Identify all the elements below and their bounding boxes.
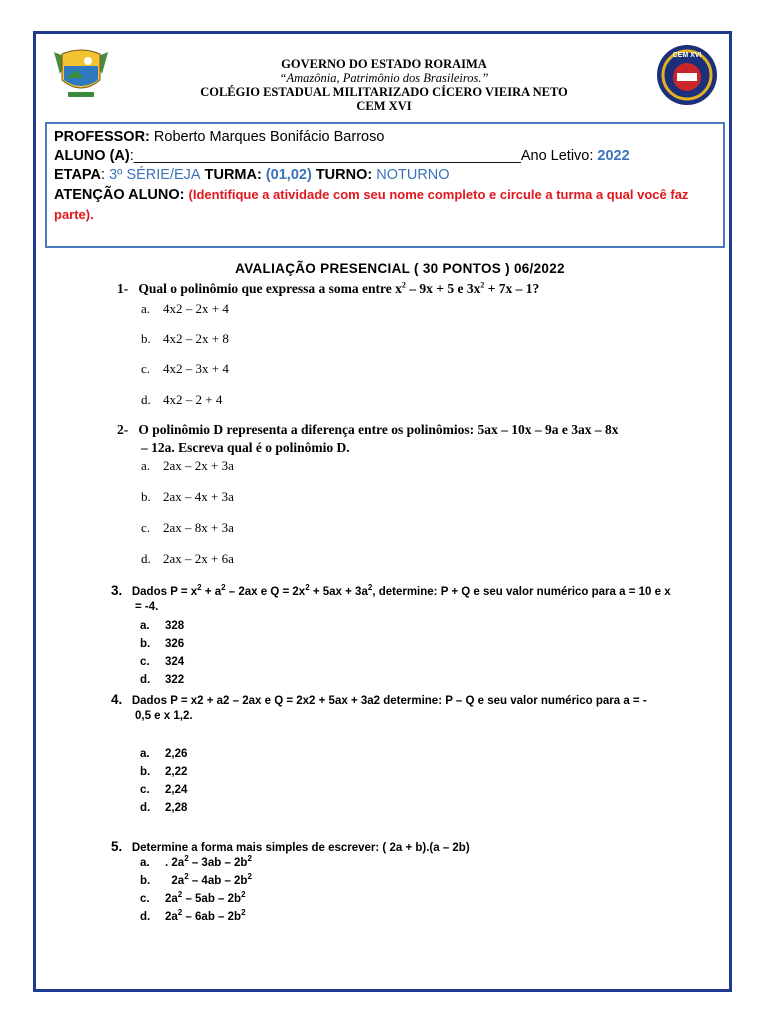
exponent: 2 [367,583,373,593]
header-school-code: CEM XVI [356,99,412,113]
exponent: 2 [305,583,310,593]
exponent: 2 [184,872,189,882]
turma-value: (01,02) [265,167,312,183]
question-3-text: + 5ax + 3a [309,586,368,598]
header-motto: “Amazônia, Patrimônio dos Brasileiros.” [279,71,489,85]
question-4-line-2: 0,5 e x 1,2. [135,710,193,722]
atencao-row [54,185,716,225]
question-number: 5. [111,839,123,854]
option-3b[interactable] [140,638,184,650]
option-1b[interactable] [141,331,229,347]
option-4b[interactable] [140,766,187,778]
option-text: 4x2 – 2x + 8 [163,331,229,346]
exponent: 2 [241,890,246,900]
option-1c[interactable] [141,361,229,377]
badge-text: CEM XVI [672,52,702,59]
option-5b[interactable] [140,872,252,887]
professor-label: PROFESSOR: [54,129,150,145]
option-letter: a. [140,748,150,760]
aluno-label: ALUNO (A) [54,148,130,164]
option-5d[interactable] [140,908,246,923]
etapa-separator: : [101,167,110,183]
option-letter: a. [141,301,151,316]
option-4a[interactable] [140,748,187,760]
question-1-text-b: – 9x + 5 e 3x [405,281,481,296]
turno-value: NOTURNO [376,167,450,183]
turno-label: TURNO: [311,167,377,183]
etapa-label: ETAPA [54,167,101,183]
question-2-line-2: – 12a. Escreva qual é o polinômio D. [141,440,350,455]
header-school-name: COLÉGIO ESTADUAL MILITARIZADO CÍCERO VIEIRA NETO [200,85,568,99]
professor-name: Roberto Marques Bonifácio Barroso [149,129,385,145]
question-1-text-c: + 7x – 1? [484,281,540,296]
exponent: 2 [197,583,202,593]
option-4d[interactable] [140,802,187,814]
option-text: – 4ab – 2b [188,875,248,887]
option-text: 326 [165,638,185,650]
professor-row [54,128,716,147]
option-text: 2,24 [165,784,188,796]
option-letter: b. [140,766,151,778]
option-letter: c. [141,361,151,376]
question-number: 4. [111,692,123,707]
option-letter: a. [140,857,150,869]
option-text: 328 [165,620,185,632]
option-text: 4x2 – 3x + 4 [163,361,229,376]
question-4-line-1: Dados P = x2 + a2 – 2ax e Q = 2x2 + 5ax + 3a2 determine: P – Q e seu valor numérico para a = - [131,695,647,707]
aluno-row [54,147,716,166]
option-text: . 2a [165,857,185,869]
option-letter: c. [140,893,150,905]
option-text: 2ax – 4x + 3a [163,489,234,504]
option-3c[interactable] [140,656,184,668]
exponent: 2 [221,583,226,593]
option-text: 2ax – 2x + 3a [163,458,234,473]
option-letter: a. [140,620,150,632]
atencao-label: ATENÇÃO ALUNO: [54,187,189,203]
option-text: 322 [165,674,185,686]
question-3-text: , determine: P + Q e seu valor numérico para a = 10 e x [372,586,671,598]
option-text: 2a [165,875,185,887]
option-letter: d. [140,674,151,686]
question-1-text-a: Qual o polinômio que expressa a soma entre x [138,281,402,296]
exponent: 2 [247,872,252,882]
option-3a[interactable] [140,620,184,632]
exponent: 2 [177,908,183,918]
option-text: 2ax – 8x + 3a [163,520,234,535]
question-5-text: Determine a forma mais simples de escrever: ( 2a + b).(a – 2b) [131,842,470,854]
option-letter: d. [140,911,151,923]
option-text: – 3ab – 2b [188,857,248,869]
etapa-row [54,166,716,185]
option-1a[interactable] [141,301,229,317]
exponent: 2 [247,854,252,864]
option-letter: d. [140,802,151,814]
option-3d[interactable] [140,674,184,686]
option-text: 2a [165,893,178,905]
option-text: 2a [165,911,178,923]
question-4 [111,692,647,707]
question-5 [111,839,470,854]
exponent: 2 [241,908,246,918]
question-number: 2- [117,422,129,437]
exponent: 2 [177,890,183,900]
ano-letivo-value: 2022 [597,148,630,164]
turma-label: TURMA: [200,167,266,183]
ano-letivo-label: Ano Letivo: [520,148,598,164]
option-letter: d. [141,392,151,407]
question-number: 1- [117,281,129,296]
etapa-value: 3º SÉRIE/EJA [109,167,201,183]
question-3-line-2: = -4. [135,601,159,613]
option-text: – 5ab – 2b [182,893,242,905]
option-2c[interactable] [141,520,234,536]
option-text: 4x2 – 2 + 4 [163,392,223,407]
option-text: 2,22 [165,766,188,778]
exponent: 2 [480,280,485,290]
option-letter: a. [141,458,151,473]
option-text: 2,28 [165,802,188,814]
question-3-text: + a [201,586,222,598]
option-1d[interactable] [141,392,222,408]
option-letter: c. [140,656,150,668]
question-3-text: – 2ax e Q = 2x [225,586,306,598]
option-text: 2,26 [165,748,188,760]
option-letter: c. [141,520,151,535]
header-government: GOVERNO DO ESTADO RORAIMA [281,57,487,71]
option-2b[interactable] [141,489,234,505]
student-info-box [45,122,725,248]
option-letter: c. [140,784,150,796]
exponent: 2 [184,854,189,864]
option-2a[interactable] [141,458,234,474]
aluno-name-blank[interactable]: :________________________________________________ [129,148,521,164]
question-1 [117,281,539,297]
option-letter: b. [140,875,151,887]
option-letter: b. [141,489,151,504]
document-header [0,57,768,113]
option-letter: b. [141,331,151,346]
option-4c[interactable] [140,784,187,796]
exponent: 2 [401,280,406,290]
option-2d[interactable] [141,551,234,567]
option-text: 324 [165,656,185,668]
option-text: – 6ab – 2b [182,911,242,923]
option-text: 4x2 – 2x + 4 [163,301,229,316]
question-2-line-1: O polinômio D representa a diferença entre os polinômios: 5ax – 10x – 9a e 3ax – 8x [138,422,619,437]
option-letter: d. [141,551,151,566]
option-letter: b. [140,638,151,650]
question-2 [117,422,618,438]
question-3-text: Dados P = x [131,586,198,598]
exam-title: AVALIAÇÃO PRESENCIAL ( 30 PONTOS ) 06/2022 [235,261,565,276]
atencao-text: (Identifique a atividade com seu nome completo e circule a turma a qual você faz parte). [54,187,689,222]
question-3 [111,583,671,598]
option-5a[interactable] [140,854,252,869]
question-number: 3. [111,583,123,598]
option-5c[interactable] [140,890,246,905]
option-text: 2ax – 2x + 6a [163,551,234,566]
